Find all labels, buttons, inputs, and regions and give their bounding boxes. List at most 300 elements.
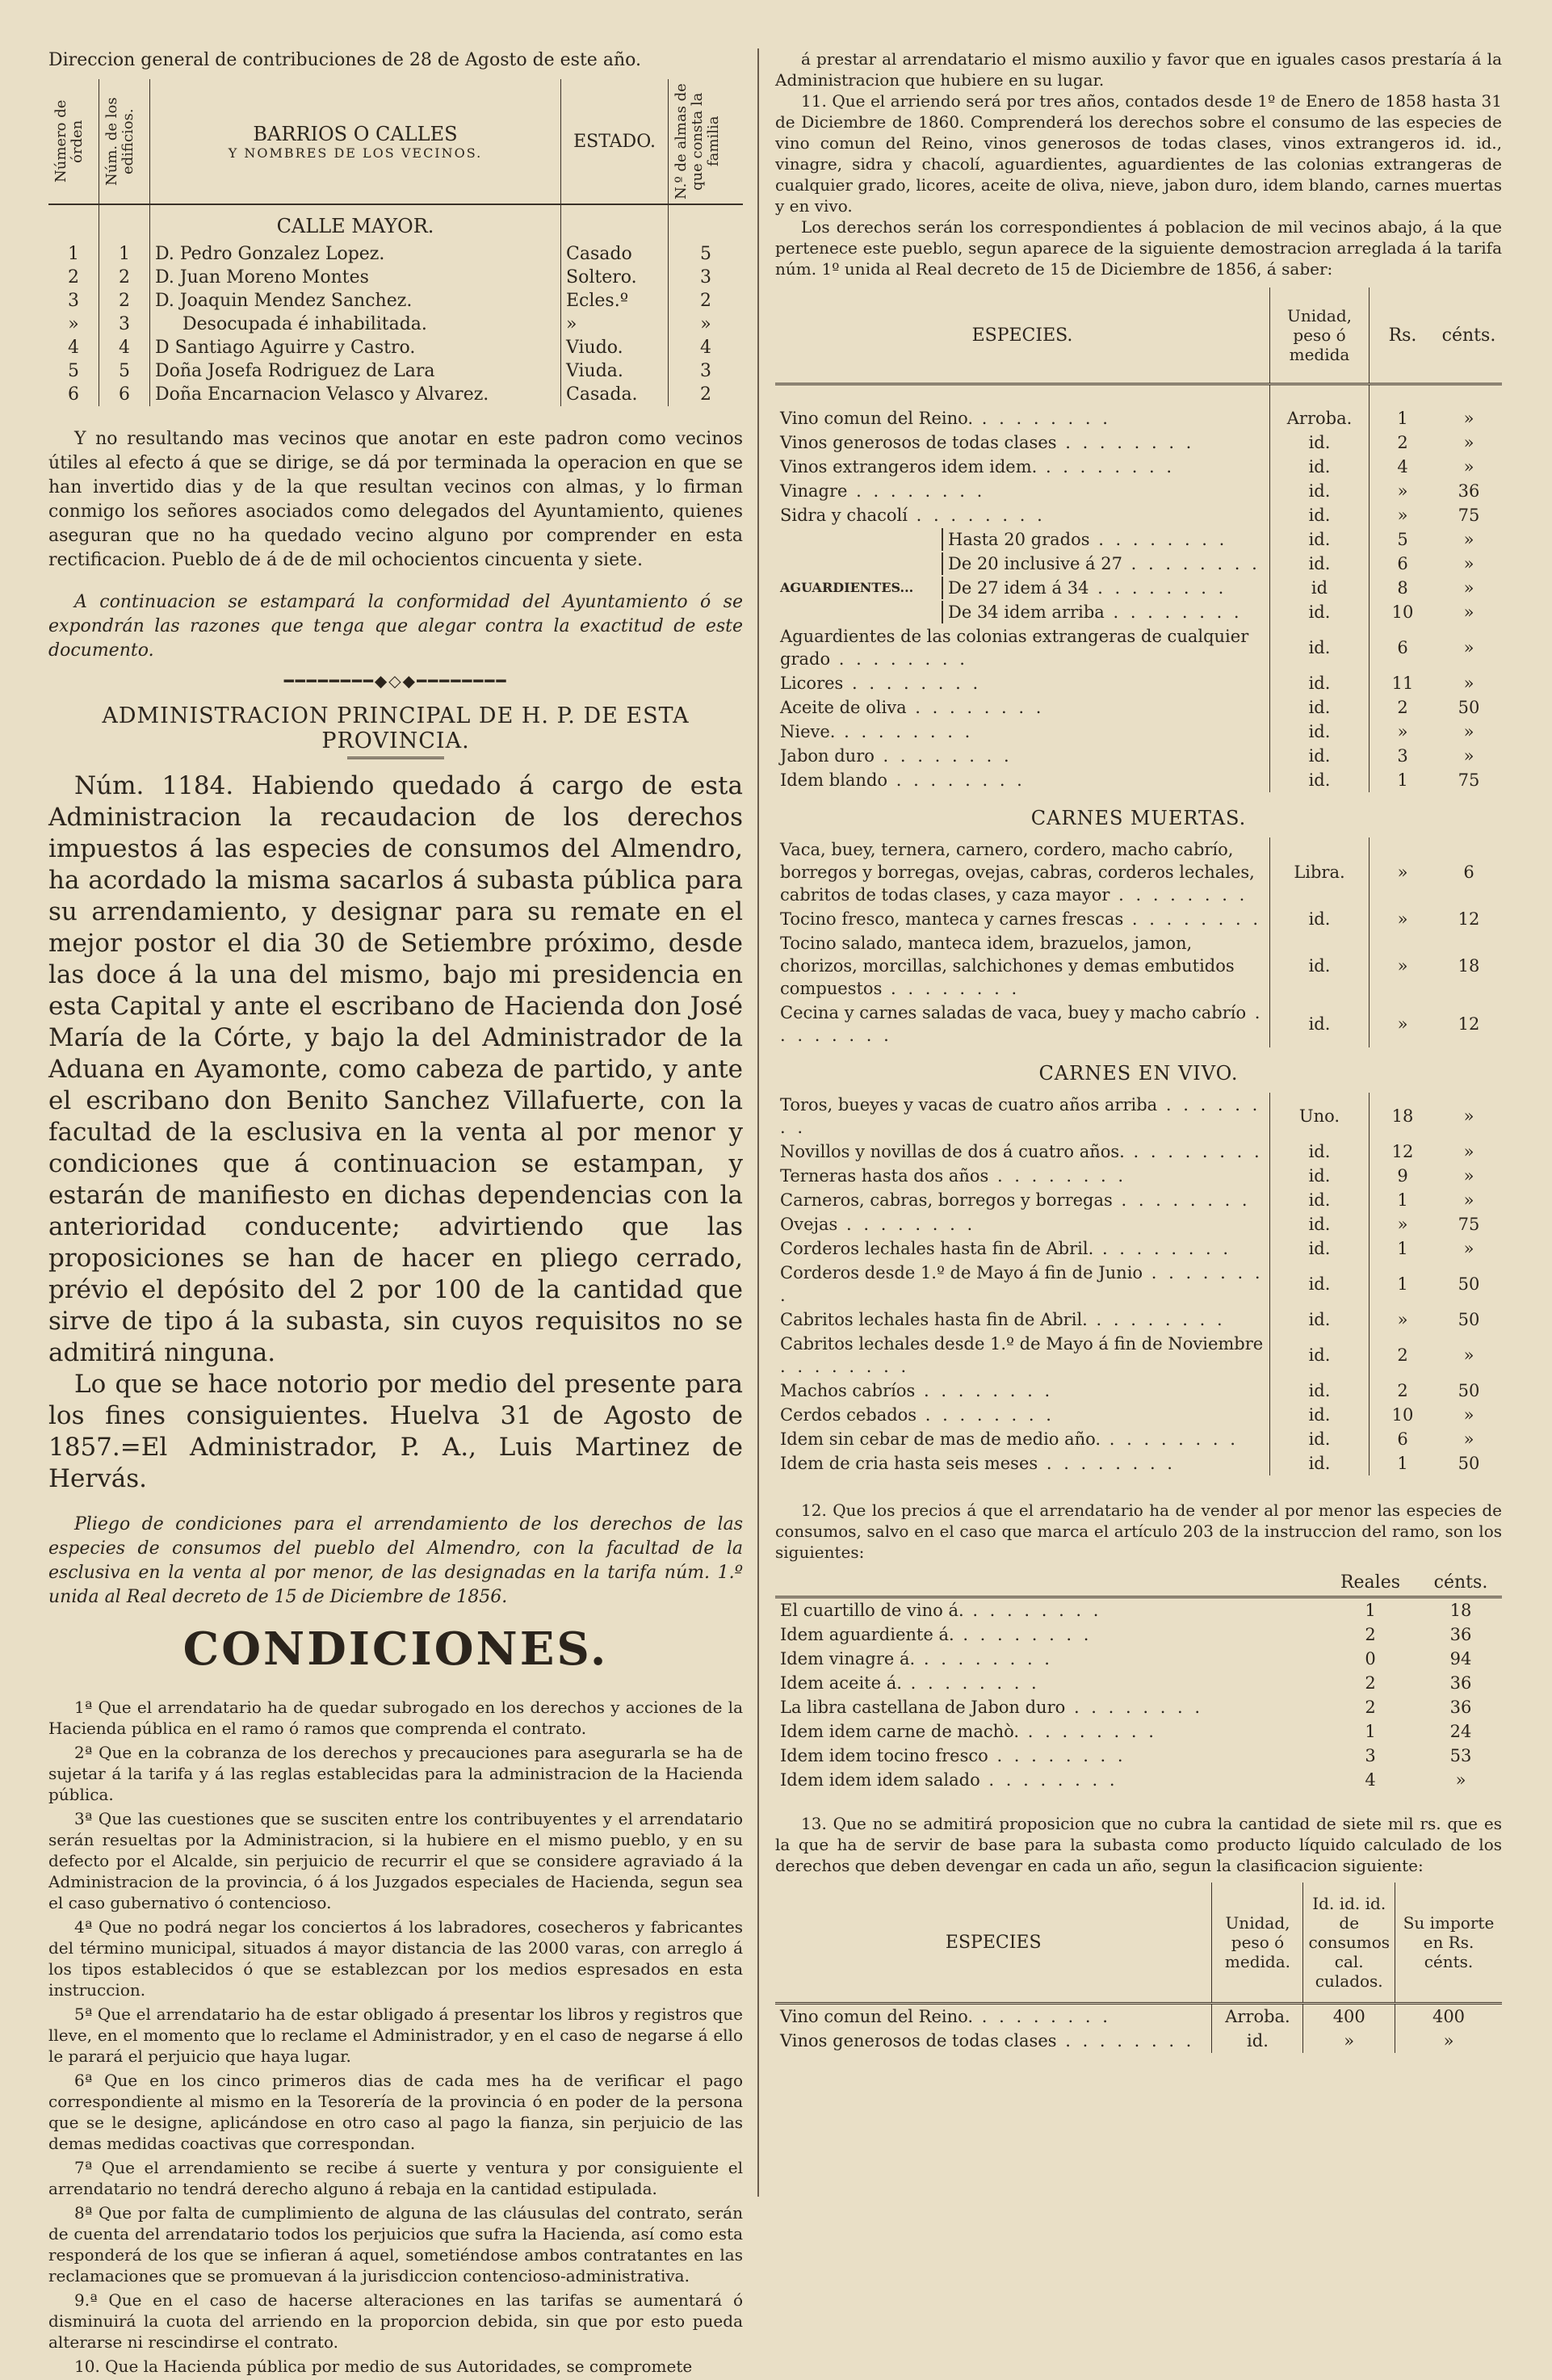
- tarifa-unidad: id.: [1270, 479, 1370, 503]
- tarifa-rs: 1: [1370, 406, 1437, 430]
- closing-paragraph: Y no resultando mas vecinos que anotar en este padron como vecinos útiles al efecto á que se dirige, se dá por terminada la operacion en que se han invertido dias y de la que resultan vecinos con almas, y lo firman conmigo los señores asociados como delegados del Ayuntamiento, quienes aseguran que no ha quedado vecino alguno por comprender en esta rectificacion. Pueblo de á de de mil ochocientos cincuenta y siete.: [48, 429, 743, 570]
- tarifa-unidad: id: [1270, 576, 1370, 600]
- ayuntamiento-note: A continuacion se estampará la conformidad del Ayuntamiento ó se expondrán las razones que tenga que alegar contra la exactitud de este documento.: [48, 592, 743, 661]
- tarifa-cents: »: [1463, 409, 1474, 428]
- precio-reales: 1: [1365, 1601, 1376, 1620]
- tarifa-unidad: id.: [1270, 430, 1370, 455]
- clasif-h-especies: ESPECIES: [775, 1883, 1212, 2004]
- precios-table: [775, 1569, 1502, 1792]
- precio-cents: 18: [1449, 1601, 1472, 1620]
- tarifa-row: [775, 1332, 1502, 1379]
- tarifa-cents: »: [1463, 722, 1474, 741]
- tarifa-rs: 4: [1370, 455, 1437, 479]
- tarifa-row: [775, 479, 1502, 503]
- precio-cents: 36: [1449, 1673, 1472, 1693]
- tarifa-cents: »: [1463, 433, 1474, 452]
- heading-rule: [347, 757, 444, 759]
- tarifa-unidad: id.: [1270, 1212, 1370, 1236]
- tarifa-unidad: id.: [1270, 1261, 1370, 1308]
- tarifa-cents: 50: [1458, 1454, 1480, 1473]
- tarifa-unidad: id.: [1270, 720, 1370, 744]
- tarifa-row: [775, 907, 1502, 931]
- tarifa-row: [775, 744, 1502, 768]
- resident-estado: »: [561, 313, 669, 336]
- resident-nombre: Doña Encarnacion Velasco y Alvarez.: [150, 383, 561, 406]
- tarifa-especie: Licores . . .: [775, 671, 1270, 695]
- tarifa-rs: 6: [1370, 1427, 1437, 1451]
- residents-table: [48, 79, 743, 406]
- tarifa-header: [775, 288, 1502, 384]
- resident-estado: Viudo.: [561, 336, 669, 359]
- tarifa-rs: 10: [1370, 600, 1437, 624]
- tarifa-especie: Machos cabríos . . .: [775, 1379, 1270, 1403]
- resident-edificio: 1: [99, 242, 150, 266]
- tarifa-especie-cell: [775, 527, 1270, 552]
- tarifa-row: [775, 1403, 1502, 1427]
- tarifa-cents: 12: [1458, 909, 1480, 929]
- clasif-row: [775, 2029, 1502, 2053]
- condition-11-b: Los derechos serán los correspondientes á poblacion de mil vecinos abajo, á la que pertenece este pueblo, segun aparece de la siguiente demostracion arreglada á la tarifa núm. 1º unida al Real decreto de 15 de Diciembre de 1856, á saber:: [775, 217, 1502, 279]
- resident-row: [48, 266, 743, 289]
- tarifa-cents: »: [1463, 638, 1474, 657]
- resident-almas: 3: [669, 359, 744, 383]
- pliego-title: Pliego de condiciones para el arrendamiento de los derechos de las especies de consumos del pueblo del Almendro, con la facultad de la esclusiva en la venta al por menor, de las designadas en la tarifa núm. 1.º unida al Real decreto de 15 de Diciembre de 1856.: [48, 1514, 743, 1607]
- carnes-muertas-title: CARNES MUERTAS.: [1030, 807, 1247, 829]
- tarifa-unidad: id.: [1270, 1403, 1370, 1427]
- tarifa-cents: »: [1463, 578, 1474, 598]
- precio-row: [775, 1597, 1502, 1623]
- intro-line: Direccion general de contribuciones de 28 de Agosto de este año.: [48, 50, 641, 70]
- aguardientes-label: AGUARDIENTES...: [780, 580, 914, 595]
- resident-orden: 3: [68, 291, 79, 311]
- precio-especie: Idem idem idem salado . . .: [775, 1768, 1321, 1792]
- tarifa-especie: Vinagre . . .: [775, 479, 1270, 503]
- tarifa-especie: Carneros, cabras, borregos y borregas . . .: [775, 1188, 1270, 1212]
- clasificacion-table: [775, 1883, 1502, 2053]
- tarifa-cents: »: [1463, 1142, 1474, 1161]
- precios-h-reales: Reales: [1321, 1569, 1420, 1597]
- resident-nombre: Desocupada é inhabilitada.: [150, 313, 561, 336]
- tarifa-cents: »: [1463, 1106, 1474, 1126]
- resident-edificio: 5: [99, 359, 150, 383]
- tarifa-row: [775, 624, 1502, 671]
- tarifa-rs: »: [1370, 1001, 1437, 1047]
- tarifa-row: [775, 503, 1502, 527]
- tarifa-rs: 2: [1370, 1332, 1437, 1379]
- tarifa-cents: »: [1463, 554, 1474, 573]
- tarifa-cents: »: [1463, 602, 1474, 622]
- clasif-especie: Vino comun del Reino. . . .: [775, 2004, 1212, 2030]
- precio-cents: »: [1455, 1770, 1466, 1790]
- resident-almas: 4: [669, 336, 744, 359]
- tarifa-unidad: id.: [1270, 1188, 1370, 1212]
- col-estado: ESTADO.: [573, 131, 656, 152]
- tarifa-rs: 6: [1370, 552, 1437, 576]
- resident-edificio: 6: [99, 383, 150, 406]
- tarifa-especie: De 34 idem arriba . . .: [942, 601, 1243, 623]
- tarifa-especie-cell: [775, 576, 1270, 600]
- tarifa-especie: Sidra y chacolí . . .: [775, 503, 1270, 527]
- tarifa-unidad: id.: [1270, 455, 1370, 479]
- condiciones-title: CONDICIONES.: [182, 1622, 609, 1676]
- tarifa-especie: Ovejas . . .: [775, 1212, 1270, 1236]
- resident-edificio: 2: [99, 266, 150, 289]
- precio-cents: 53: [1449, 1746, 1472, 1765]
- tarifa-especie-cell: [775, 600, 1270, 624]
- tarifa-cents: »: [1463, 746, 1474, 766]
- tarifa-especie: Aceite de oliva . . .: [775, 695, 1270, 720]
- tarifa-cents: 75: [1458, 1215, 1480, 1234]
- resident-nombre: D. Juan Moreno Montes: [150, 266, 561, 289]
- precio-reales: 4: [1365, 1770, 1376, 1790]
- tarifa-cents: 50: [1458, 1310, 1480, 1329]
- precio-cents: 24: [1449, 1722, 1472, 1741]
- tarifa-row: [775, 1188, 1502, 1212]
- tarifa-rs: 18: [1370, 1093, 1437, 1140]
- tarifa-cents: »: [1463, 457, 1474, 476]
- aguardientes-label: [780, 552, 942, 575]
- resident-estado: Casado: [561, 242, 669, 266]
- tarifa-row: [775, 455, 1502, 479]
- tarifa-rs: »: [1370, 1308, 1437, 1332]
- tarifa-table: [775, 288, 1502, 1475]
- tarifa-cents: 50: [1458, 1381, 1480, 1400]
- tarifa-row: [775, 406, 1502, 430]
- tarifa-cents: 75: [1458, 770, 1480, 790]
- resident-almas: 2: [669, 289, 744, 313]
- tarifa-unidad: id.: [1270, 1236, 1370, 1261]
- precio-especie: Idem idem tocino fresco . . .: [775, 1744, 1321, 1768]
- condition-item: 10. Que la Hacienda pública por medio de sus Autoridades, se compromete: [74, 2357, 693, 2376]
- precio-especie: Idem vinagre á. . . .: [775, 1647, 1321, 1671]
- tarifa-especie: Idem de cria hasta seis meses . . .: [775, 1451, 1270, 1475]
- tarifa-especie: De 20 inclusive á 27 . . .: [942, 552, 1260, 575]
- tarifa-unidad: id.: [1270, 695, 1370, 720]
- clasif-unidad: id.: [1212, 2029, 1303, 2053]
- resident-row: [48, 313, 743, 336]
- tarifa-cents: 36: [1458, 481, 1480, 501]
- col-almas: N.º de almas de que consta la familia: [673, 83, 722, 199]
- tarifa-rs: »: [1370, 1212, 1437, 1236]
- tarifa-especie: Cerdos cebados . . .: [775, 1403, 1270, 1427]
- tarifa-rs: 9: [1370, 1164, 1437, 1188]
- right-column: [775, 48, 1502, 2053]
- tarifa-especie: Cabritos lechales desde 1.º de Mayo á fin de Noviembre . . .: [775, 1332, 1270, 1379]
- tarifa-especie-cell: [775, 552, 1270, 576]
- tarifa-especie: Vinos generosos de todas clases . . .: [775, 430, 1270, 455]
- tarifa-unidad: id.: [1270, 1001, 1370, 1047]
- tarifa-rs: 1: [1370, 768, 1437, 792]
- tarifa-especie: Toros, bueyes y vacas de cuatro años arriba . . .: [775, 1093, 1270, 1140]
- continued-paragraph: á prestar al arrendatario el mismo auxilio y favor que en iguales casos prestaría á la Administracion que hubiere en su lugar.: [775, 49, 1502, 90]
- condition-13: 13. Que no se admitirá proposicion que no cubra la cantidad de siete mil rs. que es la que ha de servir de base para la subasta como producto líquido calculado de los derechos que deben devengar en cada un año, segun la clasificacion siguiente:: [775, 1814, 1502, 1875]
- precio-row: [775, 1671, 1502, 1695]
- precio-cents: 94: [1449, 1649, 1472, 1669]
- tarifa-row: [775, 430, 1502, 455]
- tarifa-rs: 10: [1370, 1403, 1437, 1427]
- clasif-h-importe: Su importe en Rs. cénts.: [1395, 1883, 1503, 2004]
- clasif-unidad: Arroba.: [1212, 2004, 1303, 2030]
- precio-especie: Idem idem carne de machò. . . .: [775, 1719, 1321, 1744]
- ornament-divider: ━━━━━━━━◆◇◆━━━━━━━━: [283, 671, 508, 690]
- tarifa-especie: Aguardientes de las colonias extrangeras de cualquier grado . . .: [775, 624, 1270, 671]
- tarifa-rs: »: [1370, 720, 1437, 744]
- condition-12: 12. Que los precios á que el arrendatario ha de vender al por menor las especies de consumos, salvo en el caso que marca el artículo 203 de la instruccion del ramo, son los siguientes:: [775, 1501, 1502, 1562]
- tarifa-especie: Corderos desde 1.º de Mayo á fin de Junio . . .: [775, 1261, 1270, 1308]
- tarifa-rs: 1: [1370, 1188, 1437, 1212]
- resident-nombre: D Santiago Aguirre y Castro.: [150, 336, 561, 359]
- tarifa-unidad: id.: [1270, 931, 1370, 1001]
- tarifa-cents: 50: [1458, 1274, 1480, 1294]
- tarifa-rs: 2: [1370, 695, 1437, 720]
- tarifa-row: [775, 576, 1502, 600]
- tarifa-unidad: id.: [1270, 1379, 1370, 1403]
- tarifa-rs: 1: [1370, 1261, 1437, 1308]
- tarifa-rs: 2: [1370, 430, 1437, 455]
- tarifa-especie: Tocino salado, manteca idem, brazuelos, jamon, chorizos, morcillas, salchichones y demas embutidos compuestos . . .: [775, 931, 1270, 1001]
- resident-almas: 2: [669, 383, 744, 406]
- tarifa-cents: »: [1463, 1190, 1474, 1210]
- tarifa-cents: 75: [1458, 506, 1480, 525]
- precio-row: [775, 1768, 1502, 1792]
- tarifa-rs: 12: [1370, 1140, 1437, 1164]
- tarifa-h-unidad: Unidad, peso ó medida: [1270, 288, 1370, 384]
- tarifa-row: [775, 1236, 1502, 1261]
- tarifa-row: [775, 695, 1502, 720]
- tarifa-unidad: id.: [1270, 1332, 1370, 1379]
- tarifa-unidad: id.: [1270, 907, 1370, 931]
- precio-row: [775, 1695, 1502, 1719]
- tarifa-especie: Cabritos lechales hasta fin de Abril. . . .: [775, 1308, 1270, 1332]
- resident-edificio: 4: [99, 336, 150, 359]
- resident-estado: Ecles.º: [561, 289, 669, 313]
- tarifa-especie: Vaca, buey, ternera, carnero, cordero, macho cabrío, borregos y borregas, ovejas, cabras, corderos lechales, cabritos de todas clases, y caza mayor . . .: [775, 837, 1270, 907]
- precio-especie: Idem aceite á. . . .: [775, 1671, 1321, 1695]
- tarifa-especie: Idem sin cebar de mas de medio año. . . .: [775, 1427, 1270, 1451]
- tarifa-rs: »: [1370, 907, 1437, 931]
- condition-item: 1ª Que el arrendatario ha de quedar subrogado en los derechos y acciones de la Hacienda pública en el ramo ó ramos que comprenda el contrato.: [48, 1698, 743, 1738]
- precio-especie: Idem aguardiente á. . . .: [775, 1622, 1321, 1647]
- precio-reales: 2: [1365, 1625, 1376, 1644]
- tarifa-especie: Nieve. . . .: [775, 720, 1270, 744]
- tarifa-h-cents: cénts.: [1436, 288, 1502, 384]
- tarifa-rs: 11: [1370, 671, 1437, 695]
- resident-almas: »: [669, 313, 744, 336]
- tarifa-cents: »: [1463, 674, 1474, 693]
- col-barrios-sub: Y NOMBRES DE LOS VECINOS.: [228, 145, 483, 161]
- tarifa-h-especies: ESPECIES.: [775, 288, 1270, 384]
- tarifa-row: [775, 1140, 1502, 1164]
- tarifa-unidad: id.: [1270, 600, 1370, 624]
- condition-item: 4ª Que no podrá negar los conciertos á los labradores, cosecheros y fabricantes del término municipal, situados á mayor distancia de las 2000 varas, con arreglo á los tipos establecidos ó que se establezcan por los medios espresados en esta instruccion.: [48, 1917, 743, 2000]
- resident-row: [48, 289, 743, 313]
- tarifa-cents: 50: [1458, 698, 1480, 717]
- carnes-vivo-title: CARNES EN VIVO.: [1038, 1062, 1239, 1085]
- tarifa-unidad: id.: [1270, 1308, 1370, 1332]
- resident-edificio: 2: [99, 289, 150, 313]
- left-column: [48, 48, 743, 2380]
- precio-reales: 3: [1365, 1746, 1376, 1765]
- clasif-importe: 400: [1395, 2004, 1503, 2030]
- tarifa-row: [775, 720, 1502, 744]
- tarifa-rs: 5: [1370, 527, 1437, 552]
- aguardientes-label: [780, 601, 942, 623]
- resident-orden: 4: [68, 338, 79, 358]
- residents-header: [48, 79, 743, 204]
- column-divider: [757, 48, 759, 2197]
- tarifa-cents: »: [1463, 1166, 1474, 1186]
- precio-cents: 36: [1449, 1625, 1472, 1644]
- tarifa-especie: Corderos lechales hasta fin de Abril. . . .: [775, 1236, 1270, 1261]
- tarifa-cents: »: [1463, 1345, 1474, 1365]
- tarifa-especie: Cecina y carnes saladas de vaca, buey y macho cabrío . . .: [775, 1001, 1270, 1047]
- resident-row: [48, 336, 743, 359]
- tarifa-cents: »: [1463, 530, 1474, 549]
- resident-orden: »: [68, 314, 79, 334]
- tarifa-row: [775, 552, 1502, 576]
- col-barrios: BARRIOS O CALLES: [253, 122, 458, 145]
- resident-nombre: Doña Josefa Rodriguez de Lara: [150, 359, 561, 383]
- tarifa-row: [775, 1308, 1502, 1332]
- tarifa-cents: »: [1463, 1405, 1474, 1425]
- tarifa-unidad: Arroba.: [1270, 406, 1370, 430]
- condition-item: 9.ª Que en el caso de hacerse alteraciones en las tarifas se aumentará ó disminuirá la cuota del arriendo en la proporcion debida, sin que por esto pueda alterarse ni rescindirse el contrato.: [48, 2290, 743, 2352]
- conditions-list: [48, 1697, 743, 2377]
- clasif-h-unidad: Unidad, peso ó medida.: [1212, 1883, 1303, 2004]
- clasif-especie: Vinos generosos de todas clases . . .: [775, 2029, 1212, 2053]
- tarifa-row: [775, 1451, 1502, 1475]
- precio-reales: 1: [1365, 1722, 1376, 1741]
- clasif-consumos: »: [1303, 2029, 1395, 2053]
- tarifa-especie: Tocino fresco, manteca y carnes frescas . . .: [775, 907, 1270, 931]
- tarifa-row: [775, 1379, 1502, 1403]
- tarifa-unidad: id.: [1270, 768, 1370, 792]
- tarifa-unidad: Uno.: [1270, 1093, 1370, 1140]
- precio-row: [775, 1622, 1502, 1647]
- tarifa-especie: Terneras hasta dos años . . .: [775, 1164, 1270, 1188]
- condition-11: 11. Que el arriendo será por tres años, contados desde 1º de Enero de 1858 hasta 31 de Diciembre de 1860. Comprenderá los derechos sobre el consumo de las especies de vino comun del Reino, vinos generosos de todas clases, vinos extrangeros id. id., vinagre, sidra y chacolí, aguardientes, aguardientes de las colonias extrangeras de cualquier grado, licores, aceite de oliva, nieve, jabon duro, idem blando, carnes muertas y en vivo.: [775, 91, 1502, 216]
- precio-row: [775, 1719, 1502, 1744]
- resident-almas: 5: [669, 242, 744, 266]
- tarifa-row: [775, 1164, 1502, 1188]
- tarifa-especie: Vino comun del Reino. . . .: [775, 406, 1270, 430]
- condition-item: 8ª Que por falta de cumplimiento de alguna de las cláusulas del contrato, serán de cuenta del arrendatario todos los perjuicios que sufra la Hacienda, así como esta responderá de los que se infieran á aquel, sometiéndose ambos contratantes en las reclamaciones que se promuevan á la jurisdiccion contencioso-administrativa.: [48, 2203, 743, 2286]
- precio-reales: 0: [1365, 1649, 1376, 1669]
- clasif-consumos: 400: [1303, 2004, 1395, 2030]
- resident-row: [48, 242, 743, 266]
- precio-row: [775, 1647, 1502, 1671]
- tarifa-unidad: id.: [1270, 1427, 1370, 1451]
- tarifa-unidad: id.: [1270, 1164, 1370, 1188]
- tarifa-rs: 1: [1370, 1451, 1437, 1475]
- tarifa-h-rs: Rs.: [1370, 288, 1437, 384]
- tarifa-row: [775, 1001, 1502, 1047]
- tarifa-especie: Vinos extrangeros idem idem. . . .: [775, 455, 1270, 479]
- tarifa-row: [775, 1261, 1502, 1308]
- resident-row: [48, 359, 743, 383]
- col-num-orden: Número de órden: [52, 99, 86, 183]
- tarifa-especie: Hasta 20 grados . . .: [942, 528, 1227, 551]
- clasif-h-consumos: Id. id. id. de consumos cal. culados.: [1303, 1883, 1395, 2004]
- admin-heading: ADMINISTRACION PRINCIPAL DE H. P. DE ESTA PROVINCIA.: [102, 703, 690, 753]
- precio-reales: 2: [1365, 1673, 1376, 1693]
- tarifa-row: [775, 671, 1502, 695]
- tarifa-cents: 6: [1463, 863, 1474, 882]
- notice-paragraph: Núm. 1184. Habiendo quedado á cargo de esta Administracion la recaudacion de los derechos impuestos á las especies de consumos del Almendro, ha acordado la misma sacarlos á subasta pública para su arrendamiento, y designar para su remate en el mejor postor el dia 30 de Setiembre próximo, desde las doce á la una del mismo, bajo mi presidencia en esta Capital y ante el escribano de Hacienda don José María de la Córte, y bajo la del Administrador de la Aduana en Ayamonte, como cabeza de partido, y ante el escribano don Benito Sanchez Villafuerte, con la facultad de la esclusiva en la venta al por menor y condiciones que á continuacion se estampan, y estarán de manifiesto en dichas dependencias con la anterioridad conducente; advirtiendo que las proposiciones se han de hacer en pliego cerrado, prévio el depósito del 2 por 100 de la cantidad que sirve de tipo á la subasta, sin cuyos requisitos no se admitirá ninguna.: [48, 771, 743, 1367]
- tarifa-row: [775, 1212, 1502, 1236]
- tarifa-row: [775, 600, 1502, 624]
- notice-paragraph-2: Lo que se hace notorio por medio del presente para los fines consiguientes. Huelva 31 de Agosto de 1857.=El Administrador, P. A., Luis Martinez de Hervás.: [48, 1370, 743, 1493]
- col-num-edificios: Núm. de los edificios.: [103, 97, 136, 186]
- resident-nombre: D. Joaquin Mendez Sanchez.: [150, 289, 561, 313]
- resident-estado: Casada.: [561, 383, 669, 406]
- resident-orden: 6: [68, 384, 79, 405]
- tarifa-row: [775, 1093, 1502, 1140]
- tarifa-unidad: Libra.: [1270, 837, 1370, 907]
- tarifa-unidad: id.: [1270, 671, 1370, 695]
- tarifa-unidad: id.: [1270, 552, 1370, 576]
- tarifa-especie: Novillos y novillas de dos á cuatro años. . . .: [775, 1140, 1270, 1164]
- precio-reales: 2: [1365, 1698, 1376, 1717]
- tarifa-cents: 18: [1458, 956, 1480, 976]
- tarifa-unidad: id.: [1270, 503, 1370, 527]
- condition-item: 6ª Que en los cinco primeros dias de cada mes ha de verificar el pago correspondiente al mismo en la Tesorería de la provincia ó en poder de la persona que se le designe, aplicándose en otro caso al pago la fianza, sin perjuicio de las demas medidas coactivas que correspondan.: [48, 2071, 743, 2153]
- condition-item: 7ª Que el arrendamiento se recibe á suerte y ventura y por consiguiente el arrendatario no tendrá derecho alguno á rebaja en la cantidad estipulada.: [48, 2158, 743, 2198]
- resident-orden: 5: [68, 361, 79, 381]
- precio-row: [775, 1744, 1502, 1768]
- resident-estado: Viuda.: [561, 359, 669, 383]
- resident-orden: 2: [68, 267, 79, 288]
- aguardientes-label: [780, 528, 942, 551]
- tarifa-rs: »: [1370, 503, 1437, 527]
- precios-h-cents: cénts.: [1420, 1569, 1502, 1597]
- tarifa-rs: 1: [1370, 1236, 1437, 1261]
- tarifa-row: [775, 1427, 1502, 1451]
- tarifa-especie: Jabon duro . . .: [775, 744, 1270, 768]
- tarifa-rs: »: [1370, 931, 1437, 1001]
- tarifa-especie: De 27 idem á 34 . . .: [942, 577, 1227, 599]
- street-name: CALLE MAYOR.: [150, 204, 561, 242]
- precio-cents: 36: [1449, 1698, 1472, 1717]
- tarifa-rs: 6: [1370, 624, 1437, 671]
- tarifa-unidad: id.: [1270, 1140, 1370, 1164]
- resident-row: [48, 383, 743, 406]
- precio-especie: La libra castellana de Jabon duro . . .: [775, 1695, 1321, 1719]
- clasif-row: [775, 2004, 1502, 2030]
- tarifa-cents: »: [1463, 1429, 1474, 1449]
- tarifa-unidad: id.: [1270, 1451, 1370, 1475]
- tarifa-unidad: id.: [1270, 624, 1370, 671]
- resident-nombre: D. Pedro Gonzalez Lopez.: [150, 242, 561, 266]
- tarifa-rs: »: [1370, 837, 1437, 907]
- resident-estado: Soltero.: [561, 266, 669, 289]
- resident-almas: 3: [669, 266, 744, 289]
- resident-edificio: 3: [99, 313, 150, 336]
- tarifa-row: [775, 768, 1502, 792]
- condition-item: 3ª Que las cuestiones que se susciten entre los contribuyentes y el arrendatario serán resueltas por la Administracion, si la hubiere en el mismo pueblo, y en su defecto por el Alcalde, sin perjuicio de recurrir el que se considere agraviado á la Administracion de la provincia, ó á los Juzgados especiales de Hacienda, segun sea el caso gubernativo ó contencioso.: [48, 1809, 743, 1912]
- tarifa-cents: »: [1463, 1239, 1474, 1258]
- tarifa-rs: 2: [1370, 1379, 1437, 1403]
- precio-especie: El cuartillo de vino á. . . .: [775, 1597, 1321, 1623]
- tarifa-unidad: id.: [1270, 527, 1370, 552]
- tarifa-rs: »: [1370, 479, 1437, 503]
- tarifa-rs: 3: [1370, 744, 1437, 768]
- tarifa-row: [775, 837, 1502, 907]
- clasif-importe: »: [1395, 2029, 1503, 2053]
- condition-item: 2ª Que en la cobranza de los derechos y precauciones para asegurarla se ha de sujetar á la tarifa y á las reglas establecidas para la administracion de la Hacienda pública.: [48, 1743, 743, 1804]
- tarifa-cents: 12: [1458, 1014, 1480, 1034]
- tarifa-especie: Idem blando . . .: [775, 768, 1270, 792]
